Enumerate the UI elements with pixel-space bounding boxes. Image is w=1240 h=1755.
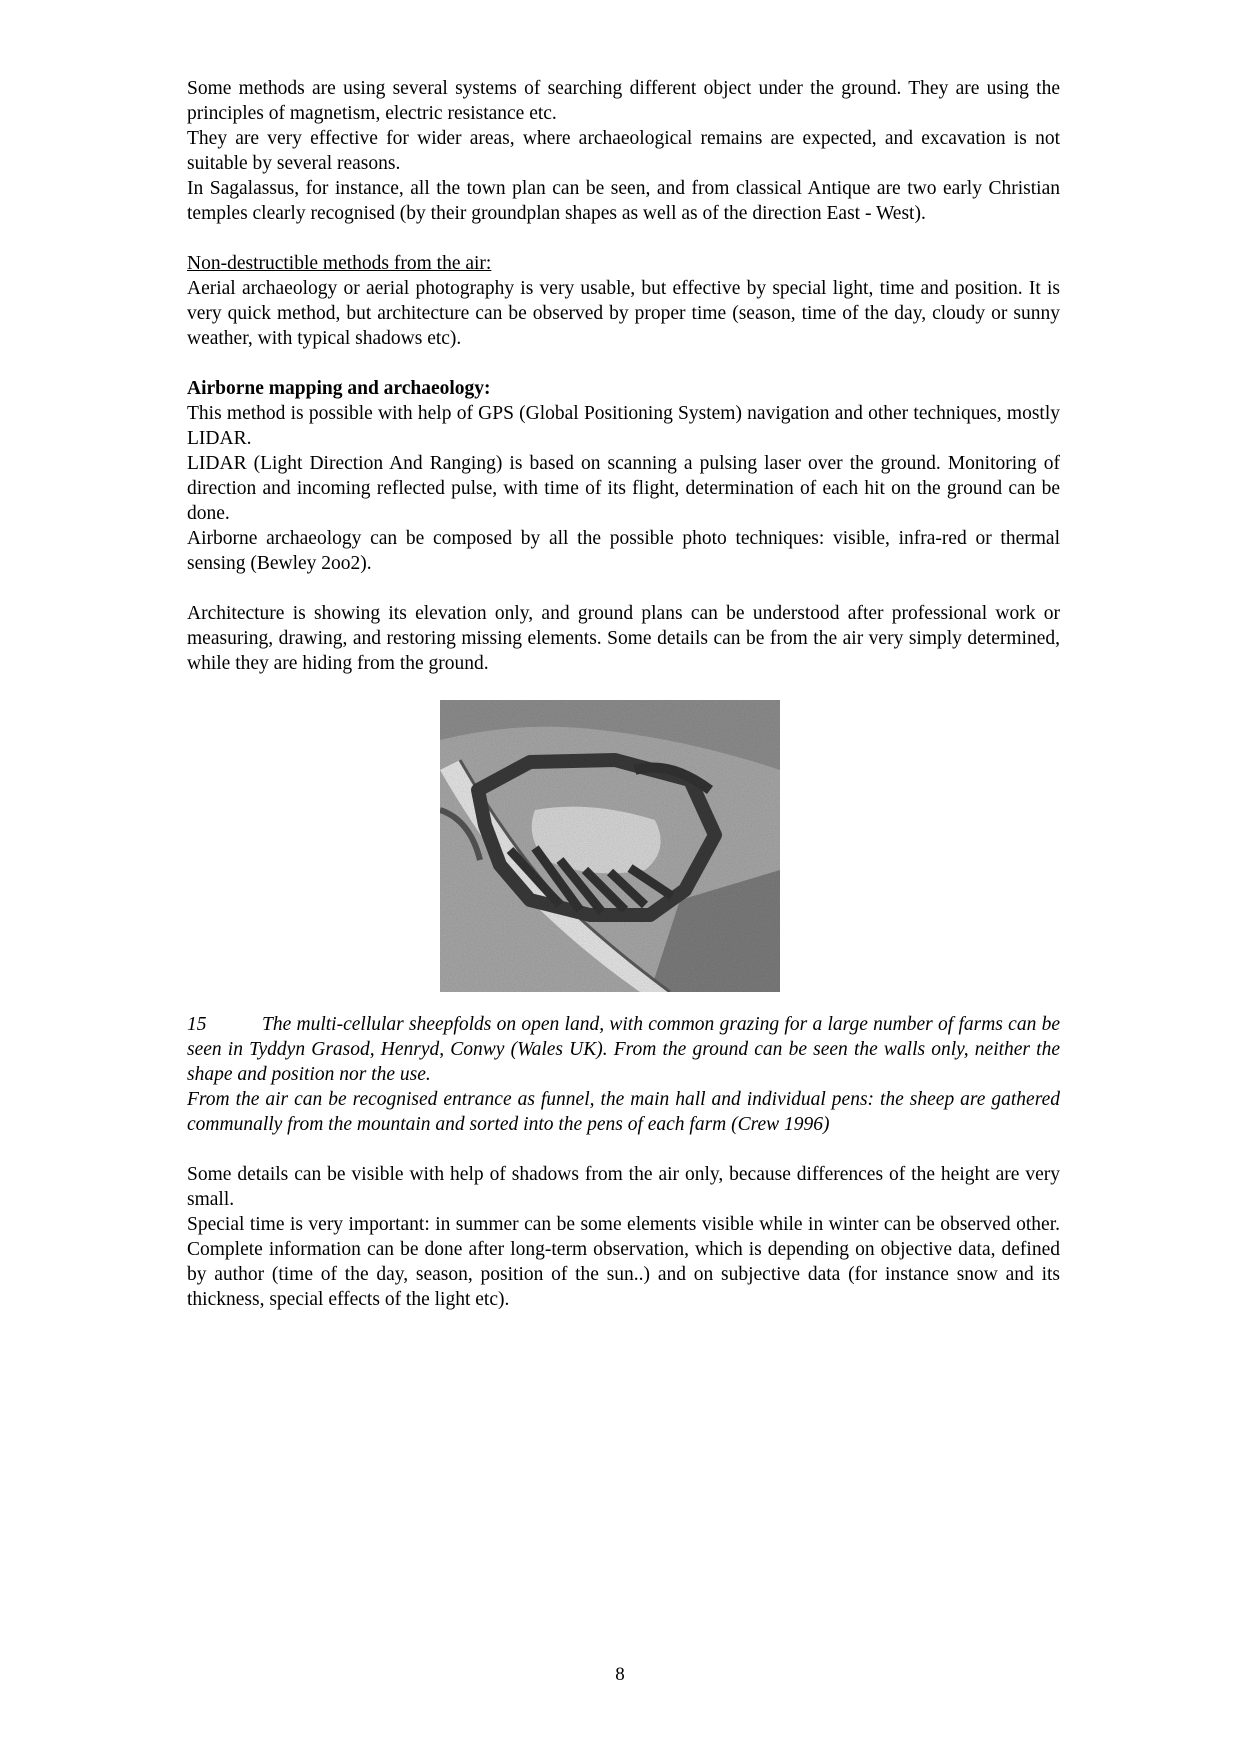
paragraph: They are very effective for wider areas, where archaeological remains are expected, and excavation is not suitable by several reasons. <box>187 128 1060 174</box>
paragraph: Special time is very important: in summer can be some elements visible while in winter can be observed other. Complete information can be done after long-term observation, which is depending on objective data, defined by author (time of the day, season, position of the sun..) and on subjective data (for instance snow and its thickness, special effects of the light etc). <box>187 1214 1060 1310</box>
paragraph: Architecture is showing its elevation only, and ground plans can be understood after professional work or measuring, drawing, and restoring missing elements. Some details can be from the air very simply determined, while they are hiding from the ground. <box>187 603 1060 674</box>
page-body <box>187 76 1060 1312</box>
figure-caption-continued: From the air can be recognised entrance as funnel, the main hall and individual pens: the sheep are gathered communally from the mountain and sorted into the pens of each farm (Crew 1996) <box>187 1089 1060 1135</box>
page-number: 8 <box>615 1664 625 1685</box>
section-heading-airborne: Airborne mapping and archaeology: <box>187 378 491 399</box>
paragraph: Some details can be visible with help of shadows from the air only, because differences of the height are very small. <box>187 1164 1060 1210</box>
aerial-photo-sheepfolds <box>440 700 780 992</box>
paragraph: This method is possible with help of GPS (Global Positioning System) navigation and other techniques, mostly LIDAR. <box>187 403 1060 449</box>
section-heading-air: Non-destructible methods from the air: <box>187 253 492 274</box>
paragraph: Airborne archaeology can be composed by all the possible photo techniques: visible, infra-red or thermal sensing (Bewley 2oo2). <box>187 528 1060 574</box>
figure-caption-text: The multi-cellular sheepfolds on open land, with common grazing for a large number of farms can be seen in Tyddyn Grasod, Henryd, Conwy (Wales UK). From the ground can be seen the walls only, neither the shape and position nor the use. <box>187 1014 1060 1085</box>
paragraph: Aerial archaeology or aerial photography is very usable, but effective by special light, time and position. It is very quick method, but architecture can be observed by proper time (season, time of the day, cloudy or sunny weather, with typical shadows etc). <box>187 278 1060 349</box>
figure-caption <box>187 1012 1060 1087</box>
figure <box>187 676 1060 994</box>
paragraph: In Sagalassus, for instance, all the town plan can be seen, and from classical Antique are two early Christian temples clearly recognised (by their groundplan shapes as well as of the direction East - West). <box>187 178 1060 224</box>
figure-number: 15 <box>187 1014 207 1035</box>
paragraph: LIDAR (Light Direction And Ranging) is based on scanning a pulsing laser over the ground. Monitoring of direction and incoming reflected pulse, with time of its flight, determination of each hit on the ground can be done. <box>187 453 1060 524</box>
paragraph: Some methods are using several systems of searching different object under the ground. They are using the principles of magnetism, electric resistance etc. <box>187 78 1060 124</box>
